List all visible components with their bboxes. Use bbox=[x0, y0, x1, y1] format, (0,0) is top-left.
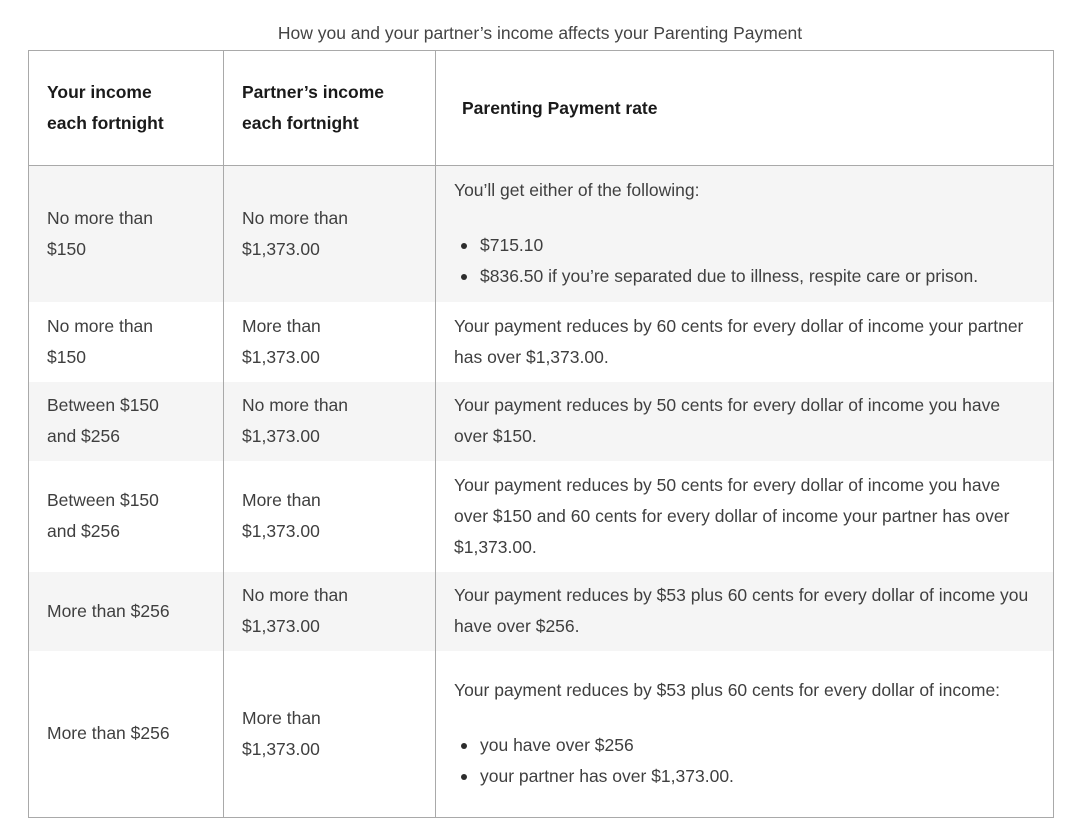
cell-partner-income bbox=[224, 572, 436, 651]
cell-partner-income-text: No more than $1,373.00 bbox=[242, 207, 349, 259]
cell-your-income bbox=[29, 166, 224, 302]
header-your-income bbox=[29, 51, 224, 166]
cell-rate bbox=[436, 572, 1054, 651]
cell-partner-income bbox=[224, 382, 436, 461]
header-partner-income bbox=[224, 51, 436, 166]
cell-your-income bbox=[29, 302, 224, 382]
cell-rate-text: Your payment reduces by 50 cents for every dollar of income you have over $150. bbox=[454, 395, 1001, 446]
rate-bullet: you have over $256 bbox=[480, 730, 1035, 761]
cell-rate bbox=[436, 166, 1054, 302]
cell-rate bbox=[436, 382, 1054, 461]
cell-partner-income-text: No more than $1,373.00 bbox=[242, 585, 349, 636]
cell-rate-text: Your payment reduces by 60 cents for every dollar of income your partner has over $1,373.00. bbox=[454, 315, 1024, 367]
table-row bbox=[29, 461, 1054, 572]
rate-bullet: $715.10 bbox=[480, 230, 1035, 261]
parenting-payment-rate-table bbox=[28, 50, 1054, 818]
table-row bbox=[29, 166, 1054, 302]
cell-your-income-text: More than $256 bbox=[47, 723, 170, 744]
cell-your-income-text: More than $256 bbox=[47, 600, 170, 621]
header-rate bbox=[436, 51, 1054, 166]
cell-partner-income-text: No more than $1,373.00 bbox=[242, 395, 349, 446]
table-row bbox=[29, 382, 1054, 461]
cell-your-income bbox=[29, 461, 224, 572]
cell-rate-text: Your payment reduces by $53 plus 60 cents for every dollar of income you have over $256. bbox=[454, 585, 1029, 636]
cell-partner-income bbox=[224, 651, 436, 818]
cell-partner-income bbox=[224, 461, 436, 572]
table-caption: How you and your partner’s income affects your Parenting Payment bbox=[277, 23, 803, 43]
cell-partner-income bbox=[224, 166, 436, 302]
cell-partner-income-text: More than $1,373.00 bbox=[242, 707, 321, 759]
cell-your-income-text: Between $150 and $256 bbox=[47, 395, 159, 446]
header-partner-income-label: Partner’s income each fortnight bbox=[242, 82, 384, 133]
cell-partner-income-text: More than $1,373.00 bbox=[242, 490, 321, 541]
cell-your-income-text: No more than $150 bbox=[47, 315, 154, 367]
table-row bbox=[29, 572, 1054, 651]
cell-partner-income-text: More than $1,373.00 bbox=[242, 315, 321, 367]
cell-rate bbox=[436, 651, 1054, 818]
cell-your-income-text: Between $150 and $256 bbox=[47, 490, 159, 541]
cell-rate bbox=[436, 302, 1054, 382]
table-row bbox=[29, 302, 1054, 382]
rate-bullet: your partner has over $1,373.00. bbox=[480, 761, 1035, 792]
cell-your-income bbox=[29, 651, 224, 818]
cell-your-income bbox=[29, 382, 224, 461]
header-your-income-label: Your income each fortnight bbox=[47, 82, 164, 133]
header-rate-label: Parenting Payment rate bbox=[462, 97, 658, 118]
cell-rate bbox=[436, 461, 1054, 572]
cell-your-income bbox=[29, 572, 224, 651]
cell-your-income-text: No more than $150 bbox=[47, 207, 154, 259]
rate-bullet-list bbox=[454, 730, 1035, 792]
cell-rate-intro: You’ll get either of the following: bbox=[454, 180, 700, 201]
rate-bullet: $836.50 if you’re separated due to illness, respite care or prison. bbox=[480, 261, 1035, 292]
rate-bullet-list bbox=[454, 230, 1035, 292]
cell-partner-income bbox=[224, 302, 436, 382]
cell-rate-intro: Your payment reduces by $53 plus 60 cents for every dollar of income: bbox=[454, 680, 1001, 701]
cell-rate-text: Your payment reduces by 50 cents for every dollar of income you have over $150 and 60 cents for every dollar of income your partner has over $1,373.00. bbox=[454, 474, 1010, 557]
table-header-row bbox=[29, 51, 1054, 166]
table-row bbox=[29, 651, 1054, 818]
